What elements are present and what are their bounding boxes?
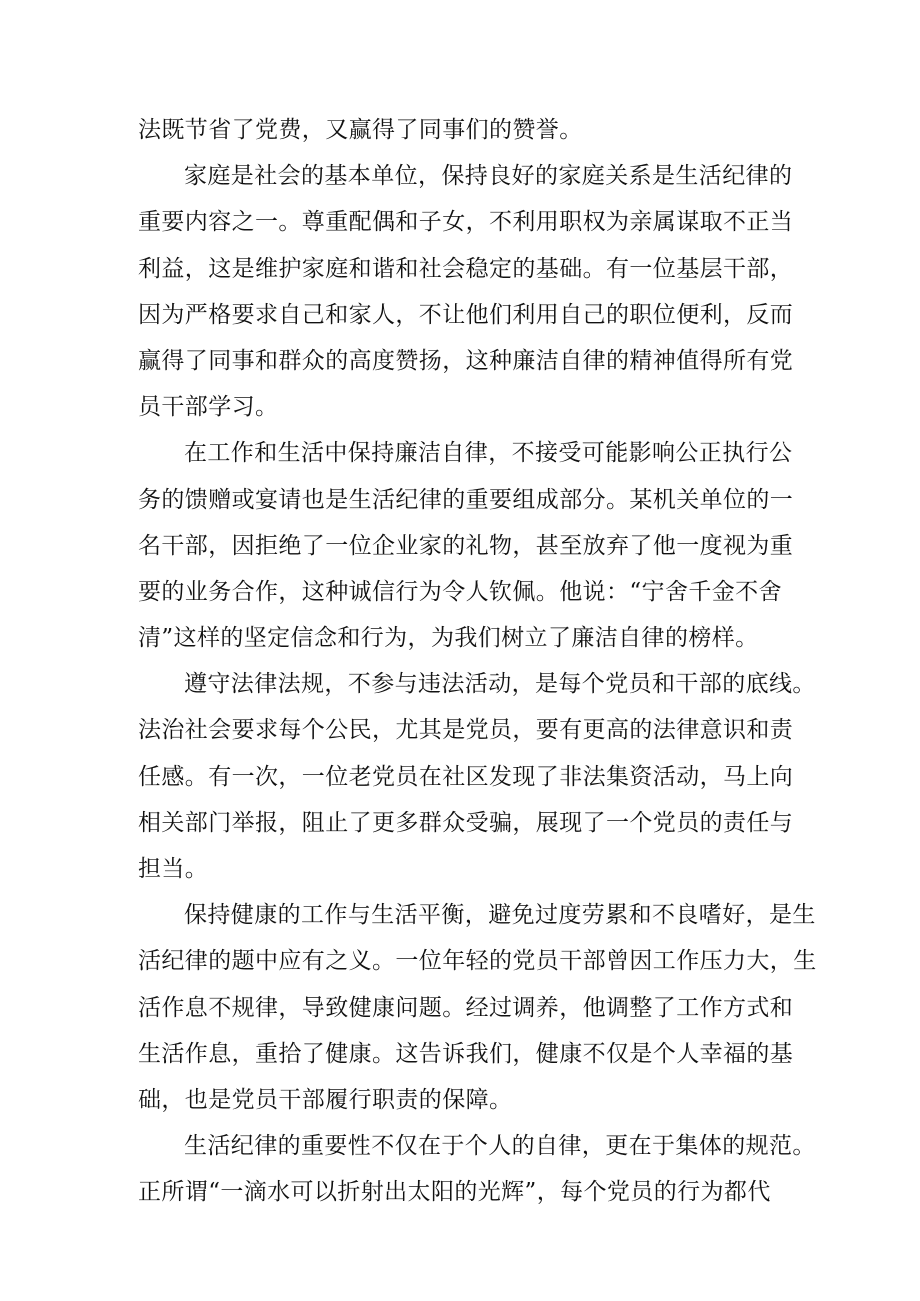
paragraph-first-line: 家庭是社会的基本单位，保持良好的家庭关系是生活纪律的 <box>184 163 793 190</box>
text-line: 员干部学习。 <box>138 394 279 421</box>
text-line: 生活作息，重拾了健康。这告诉我们，健康不仅是个人幸福的基 <box>138 1040 794 1067</box>
text-line: 相关部门举报，阻止了更多群众受骗，展现了一个党员的责任与 <box>138 809 794 836</box>
text-line: 赢得了同事和群众的高度赞扬，这种廉洁自律的精神值得所有党 <box>138 347 794 374</box>
text-line: 任感。有一次，一位老党员在社区发现了非法集资活动，马上向 <box>138 763 794 790</box>
paragraph-first-line: 保持健康的工作与生活平衡，避免过度劳累和不良嗜好，是生 <box>184 902 816 929</box>
text-line: 名干部，因拒绝了一位企业家的礼物，甚至放弃了他一度视为重 <box>138 532 794 559</box>
text-line: 法治社会要求每个公民，尤其是党员，要有更高的法律意识和责 <box>138 717 794 744</box>
paragraph-first-line: 生活纪律的重要性不仅在于个人的自律，更在于集体的规范。 <box>184 1133 816 1160</box>
text-line: 务的馈赠或宴请也是生活纪律的重要组成部分。某机关单位的一 <box>138 486 794 513</box>
text-line: 因为严格要求自己和家人，不让他们利用自己的职位便利，反而 <box>138 301 794 328</box>
paragraph-first-line: 遵守法律法规，不参与违法活动，是每个党员和干部的底线。 <box>184 671 816 698</box>
text-line: 重要内容之一。尊重配偶和子女，不利用职权为亲属谋取不正当 <box>138 209 794 236</box>
text-line: 活纪律的题中应有之义。一位年轻的党员干部曾因工作压力大，生 <box>138 948 817 975</box>
text-line: 利益，这是维护家庭和谐和社会稳定的基础。有一位基层干部， <box>138 255 794 282</box>
text-line: 活作息不规律，导致健康问题。经过调养，他调整了工作方式和 <box>138 994 794 1021</box>
text-line: 要的业务合作，这种诚信行为令人钦佩。他说：“宁舍千金不舍 <box>138 578 782 605</box>
text-line: 担当。 <box>138 856 209 882</box>
paragraph-first-line: 在工作和生活中保持廉洁自律，不接受可能影响公正执行公 <box>184 440 793 467</box>
text-line: 础，也是党员干部履行职责的保障。 <box>138 1086 513 1113</box>
text-line: 正所谓“一滴水可以折射出太阳的光辉”，每个党员的行为都代 <box>138 1179 771 1206</box>
body-text <box>138 107 817 1216</box>
text-line: 法既节省了党费，又赢得了同事们的赞誉。 <box>138 117 583 143</box>
text-line: 清”这样的坚定信念和行为，为我们树立了廉洁自律的榜样。 <box>138 625 759 652</box>
